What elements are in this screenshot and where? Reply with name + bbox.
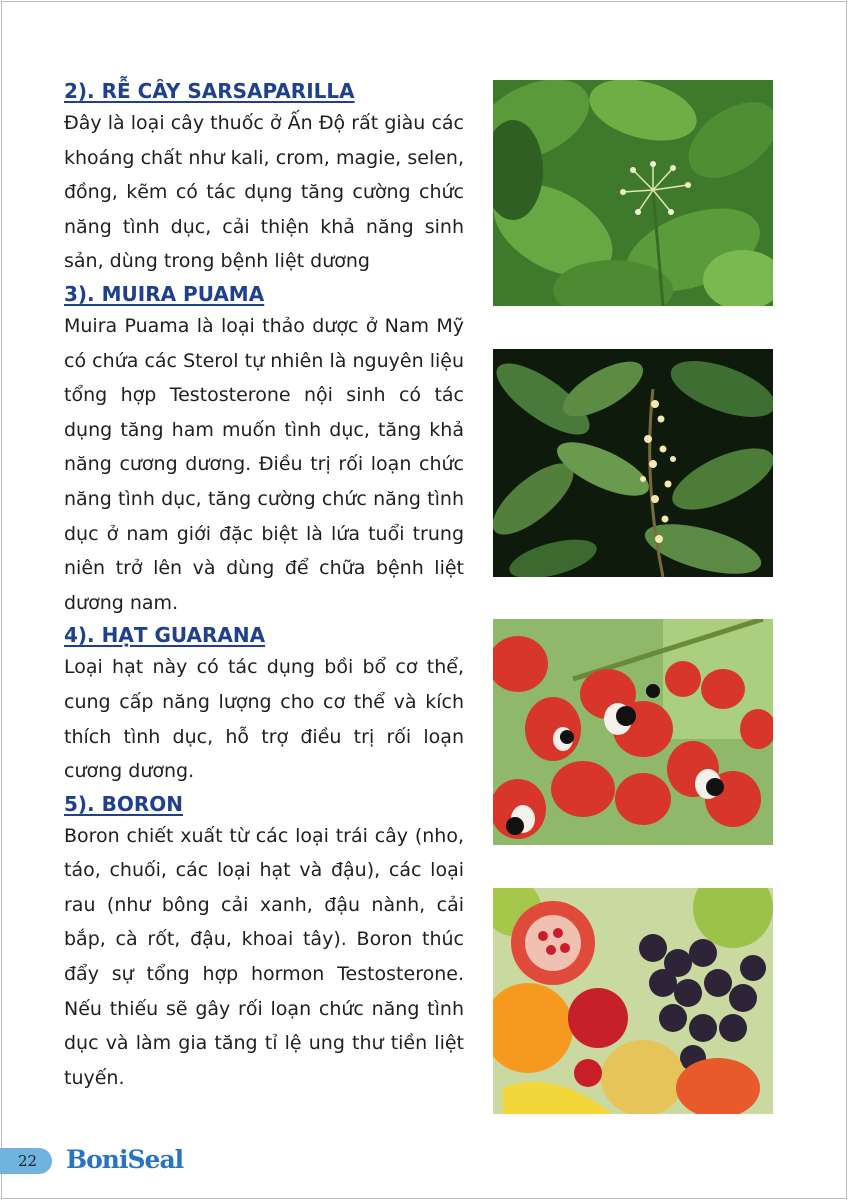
body-sarsaparilla: Đây là loại cây thuốc ở Ấn Độ rất giàu các khoáng chất như kali, crom, magie, selen, đồng, kẽm có tác dụng tăng cường chức năng tình dục, cải thiện khả năng sinh sản, dùng trong bệnh liệt dương [64,112,464,273]
body-muira-puama: Muira Puama là loại thảo dược ở Nam Mỹ có chứa các Sterol tự nhiên là nguyên liệu tổng hợp Testosterone nội sinh có tác dụng tăng ham muốn tình dục, tăng khả năng cương dương. Điều trị rối loạn chức năng tình dục, tăng cường chức năng tình dục ở nam giới đặc biệt là lứa tuổi trung niên trở lên và dùng để chữa bệnh liệt dương nam. [64,314,464,614]
page-number-tab: 22 [0,1148,52,1174]
heading-boron: 5). BORON [64,791,184,816]
guarana-photo [493,619,773,845]
fruits-photo [493,888,773,1114]
heading-sarsaparilla: 2). RỄ CÂY SARSAPARILLA [64,79,355,103]
muira-puama-photo [493,349,773,577]
article-text [64,76,464,1095]
body-guarana: Loại hạt này có tác dụng bồi bổ cơ thể, cung cấp năng lượng cho cơ thể và kích thích tình dục, hỗ trợ điều trị rối loạn cương dương. [64,656,464,783]
sarsaparilla-photo [493,80,773,306]
heading-guarana: 4). HẠT GUARANA [64,623,266,648]
brand-logo: BoniSeal [66,1145,184,1174]
body-boron: Boron chiết xuất từ các loại trái cây (nho, táo, chuối, các loại hạt và đậu), các loại rau (như bông cải xanh, đậu nành, cải bắp, cà rốt, đậu, khoai tây). Boron thúc đẩy sự tổng hợp hormon Testosterone. Nếu thiếu sẽ gây rối loạn chức năng tình dục và làm gia tăng tỉ lệ ung thư tiền liệt tuyến. [64,824,464,1089]
heading-muira-puama: 3). MUIRA PUAMA [64,281,265,306]
